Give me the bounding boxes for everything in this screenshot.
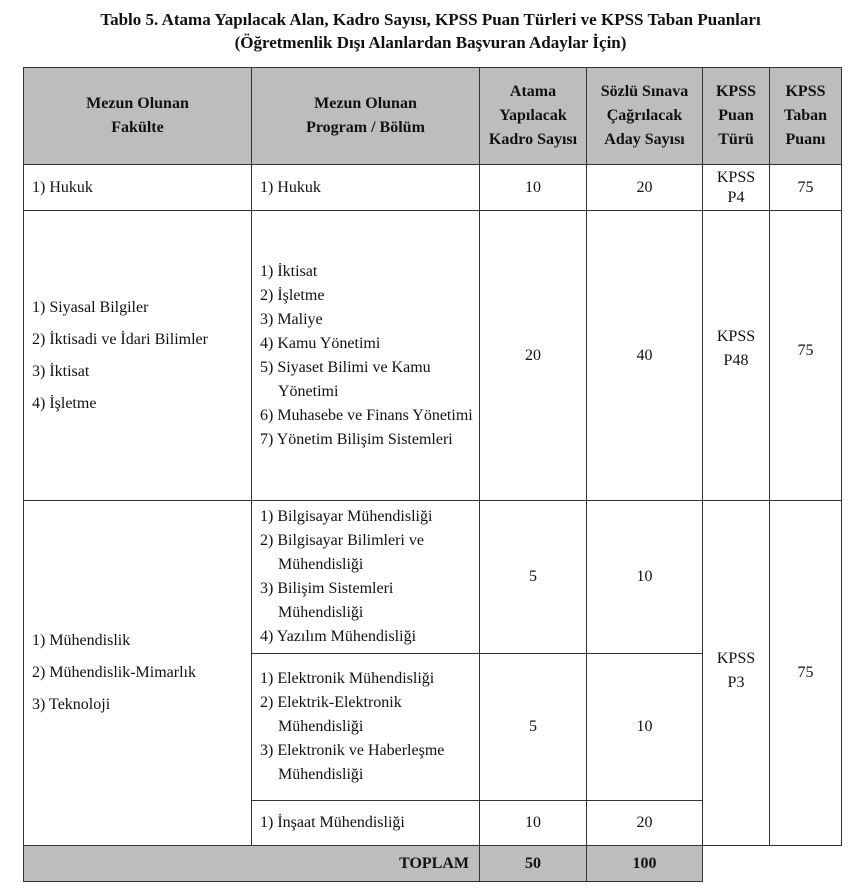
bolum-cell — [252, 211, 480, 501]
puan-turu-cell: KPSS P4 — [703, 165, 770, 211]
puan-turu-cell: KPSS P3 — [703, 501, 770, 846]
header-taban: KPSS Taban Puanı — [770, 68, 842, 165]
kadro-cell: 5 — [480, 654, 587, 801]
total-sozlu: 100 — [587, 846, 703, 882]
bolum-item: 1) Hukuk — [260, 178, 321, 196]
table-title — [0, 8, 861, 54]
header-fakulte: Mezun Olunan Fakülte — [24, 68, 252, 165]
kadro-cell: 20 — [480, 211, 587, 501]
fakulte-cell — [24, 165, 252, 211]
bolum-item: 1) İktisat — [260, 262, 318, 280]
fakulte-item: 1) Hukuk — [32, 178, 93, 196]
fakulte-cell — [24, 211, 252, 501]
puan-turu-cell: KPSS P48 — [703, 211, 770, 501]
bolum-item: 2) Bilgisayar Bilimleri ve Mühendisliği — [260, 532, 424, 573]
total-label: TOPLAM — [24, 846, 480, 882]
kadro-cell: 10 — [480, 165, 587, 211]
bolum-item: 4) Kamu Yönetimi — [260, 334, 381, 352]
table-row — [24, 211, 842, 501]
bolum-item: 5) Siyaset Bilimi ve Kamu Yönetimi — [260, 358, 431, 400]
bolum-item: 3) Maliye — [260, 310, 323, 328]
fakulte-item: 4) İşletme — [32, 394, 97, 412]
bolum-cell — [252, 801, 480, 846]
fakulte-item: 3) İktisat — [32, 362, 90, 380]
header-row — [24, 68, 842, 165]
bolum-item: 2) Elektrik-Elektronik Mühendisliği — [260, 694, 402, 735]
sozlu-cell: 10 — [587, 501, 703, 654]
taban-cell: 75 — [770, 501, 842, 846]
taban-cell: 75 — [770, 165, 842, 211]
sozlu-cell: 10 — [587, 654, 703, 801]
total-empty — [703, 846, 842, 882]
total-kadro: 50 — [480, 846, 587, 882]
bolum-item: 2) İşletme — [260, 286, 325, 304]
title-line-2: (Öğretmenlik Dışı Alanlardan Başvuran Adaylar İçin) — [234, 33, 627, 52]
fakulte-item: 2) İktisadi ve İdari Bilimler — [32, 330, 208, 348]
fakulte-item: 2) Mühendislik-Mimarlık — [32, 664, 196, 681]
fakulte-item: 1) Siyasal Bilgiler — [32, 298, 149, 316]
sozlu-cell: 20 — [587, 165, 703, 211]
bolum-item: 1) İnşaat Mühendisliği — [260, 814, 405, 831]
total-row — [24, 846, 842, 882]
table-body — [24, 165, 842, 882]
bolum-item: 3) Elektronik ve Haberleşme Mühendisliği — [260, 742, 445, 783]
bolum-cell — [252, 165, 480, 211]
table-row — [24, 165, 842, 211]
fakulte-item: 1) Mühendislik — [32, 632, 131, 649]
fakulte-cell — [24, 501, 252, 846]
kadro-cell: 10 — [480, 801, 587, 846]
bolum-item: 6) Muhasebe ve Finans Yönetimi — [260, 406, 473, 424]
title-line-1: Tablo 5. Atama Yapılacak Alan, Kadro Sayısı, KPSS Puan Türleri ve KPSS Taban Puanları — [100, 10, 761, 29]
bolum-item: 7) Yönetim Bilişim Sistemleri — [260, 430, 453, 448]
bolum-item: 1) Bilgisayar Mühendisliği — [260, 508, 433, 525]
bolum-item: 4) Yazılım Mühendisliği — [260, 628, 417, 645]
header-bolum: Mezun Olunan Program / Bölüm — [252, 68, 480, 165]
bolum-cell — [252, 654, 480, 801]
sozlu-cell: 20 — [587, 801, 703, 846]
bolum-cell — [252, 501, 480, 654]
bolum-item: 3) Bilişim Sistemleri Mühendisliği — [260, 580, 394, 621]
header-kadro: Atama Yapılacak Kadro Sayısı — [480, 68, 587, 165]
header-sozlu: Sözlü Sınava Çağrılacak Aday Sayısı — [587, 68, 703, 165]
fakulte-item: 3) Teknoloji — [32, 696, 111, 713]
kadro-cell: 5 — [480, 501, 587, 654]
kpss-table — [23, 67, 842, 882]
sozlu-cell: 40 — [587, 211, 703, 501]
table-row — [24, 501, 842, 654]
header-puan-turu: KPSS Puan Türü — [703, 68, 770, 165]
bolum-item: 1) Elektronik Mühendisliği — [260, 670, 435, 687]
taban-cell: 75 — [770, 211, 842, 501]
